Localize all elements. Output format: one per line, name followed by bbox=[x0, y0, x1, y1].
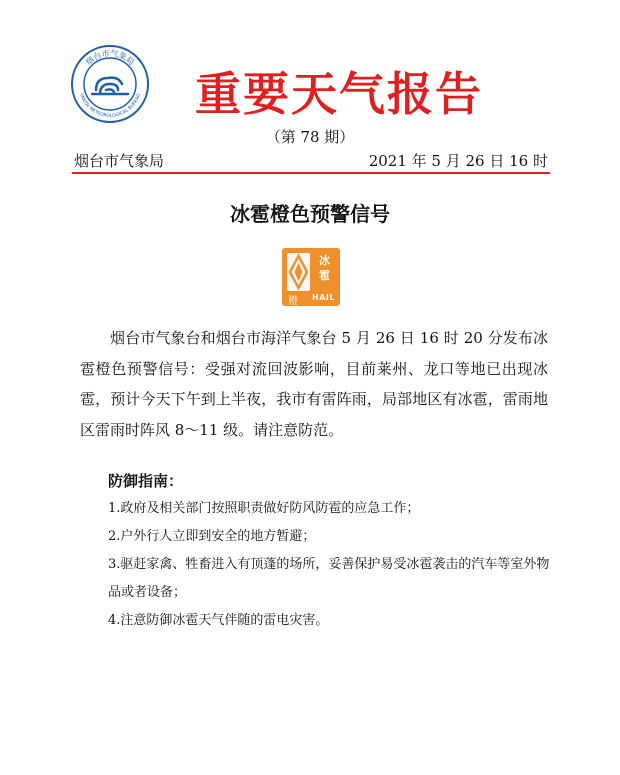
hail-symbol-panel bbox=[287, 253, 310, 291]
warning-paragraph: 烟台市气象台和烟台市海洋气象台 5 月 26 日 16 时 20 分发布冰雹橙色预警信号：受强对流回波影响，目前莱州、龙口等地已出现冰雹，预计今天下午到上半夜，我市有雷阵雨，局部地区有冰雹，雷雨地区雷雨时阵风 8～11 级。请注意防范。 bbox=[80, 329, 548, 439]
meteorological-bureau-logo bbox=[70, 44, 150, 124]
logo-top-text: 烟台市气象局 bbox=[84, 48, 136, 67]
issue-datetime: 2021 年 5 月 26 日 16 时 bbox=[368, 152, 548, 170]
guide-title: 防御指南： bbox=[108, 472, 184, 490]
hail-orange-warning-icon bbox=[282, 248, 340, 306]
issue-number: （第 78 期） bbox=[265, 128, 355, 146]
guide-item: 3.驱赶家禽、牲畜进入有顶蓬的场所，妥善保护易受冰雹袭击的汽车等室外物品或者设备； bbox=[108, 557, 550, 600]
header-info-line bbox=[74, 150, 548, 171]
guide-item: 4.注意防御冰雹天气伴随的雷电灾害。 bbox=[108, 613, 329, 628]
bureau-name: 烟台市气象局 bbox=[74, 152, 165, 170]
guide-item: 2.户外行人立即到安全的地方暂避； bbox=[108, 529, 316, 544]
report-title: 重要天气报告 bbox=[195, 67, 483, 121]
signal-title: 冰雹橙色预警信号 bbox=[230, 202, 390, 226]
badge-chinese-label bbox=[313, 253, 336, 289]
guide-item: 1.政府及相关部门按照职责做好防风防雹的应急工作； bbox=[108, 501, 420, 516]
badge-english-label: HAIL bbox=[312, 293, 335, 302]
badge-char-2: 雹 bbox=[319, 269, 330, 282]
header-divider bbox=[72, 172, 550, 174]
badge-char-1: 冰 bbox=[319, 254, 330, 267]
badge-color-char: 橙 bbox=[288, 296, 298, 307]
logo-ring-text: YANTAI METEOROLOGICAL BUREAU bbox=[78, 93, 142, 120]
